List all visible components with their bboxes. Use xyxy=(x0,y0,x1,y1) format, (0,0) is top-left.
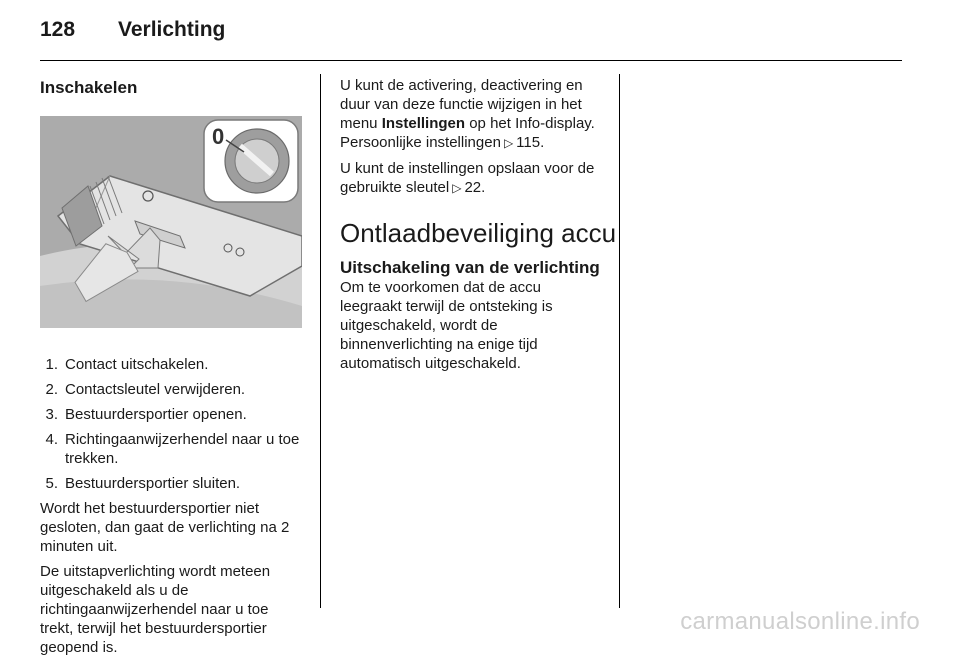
page-number: 128 xyxy=(40,18,76,41)
paragraph: Om te voorkomen dat de accu leegraakt terwijl de ontsteking is uitgeschakeld, wordt de binnenverlichting na enige tijd automatisch uitgeschakeld. xyxy=(340,279,553,372)
list-item: 2. Contactsleutel verwijderen. xyxy=(45,381,246,398)
page-reference[interactable]: 115. xyxy=(516,134,545,151)
page-reference-icon: ▷ xyxy=(452,181,462,195)
left-column xyxy=(40,76,304,663)
list-item: 4. Richtingaanwijzerhendel naar u toe trekken. xyxy=(45,431,300,467)
watermark: carmanualsonline.info xyxy=(680,608,920,635)
column-divider xyxy=(619,74,620,608)
right-column xyxy=(340,76,617,379)
paragraph: Wordt het bestuurdersportier niet gesloten, dan gaat de verlichting na 2 minuten uit. xyxy=(40,500,290,555)
ignition-position-label: 0 xyxy=(212,124,225,149)
list-item: 1. Contact uitschakelen. xyxy=(45,356,209,373)
chapter-title: Verlichting xyxy=(118,18,226,41)
steps-list xyxy=(40,355,304,493)
list-item: 5. Bestuurdersportier sluiten. xyxy=(45,475,241,492)
paragraph: U kunt de instellingen opslaan voor de gebruikte sleutel ▷ 22. xyxy=(340,160,595,196)
column-divider xyxy=(320,74,321,608)
subsection-heading: Uitschakeling van de verlichting xyxy=(340,258,600,277)
turn-signal-lever-illustration xyxy=(40,116,302,328)
section-title: Inschakelen xyxy=(40,78,138,97)
page-reference[interactable]: 22. xyxy=(464,179,486,196)
section-heading: Ontlaadbeveiliging accu xyxy=(340,218,617,248)
header-rule xyxy=(40,60,902,61)
page-reference-icon: ▷ xyxy=(503,136,514,150)
paragraph: U kunt de activering, deactivering en duur van deze functie wijzigen in het menu Instellingen op het Info-display. Persoonlijke instellingen ▷ 115. xyxy=(340,77,595,151)
menu-name: Instellingen xyxy=(381,115,466,132)
list-item: 3. Bestuurdersportier openen. xyxy=(45,406,247,423)
paragraph: De uitstapverlichting wordt meteen uitgeschakeld als u de richtingaanwijzerhendel naar u toe trekt, terwijl het bestuurdersportier geopend is. xyxy=(40,563,271,656)
